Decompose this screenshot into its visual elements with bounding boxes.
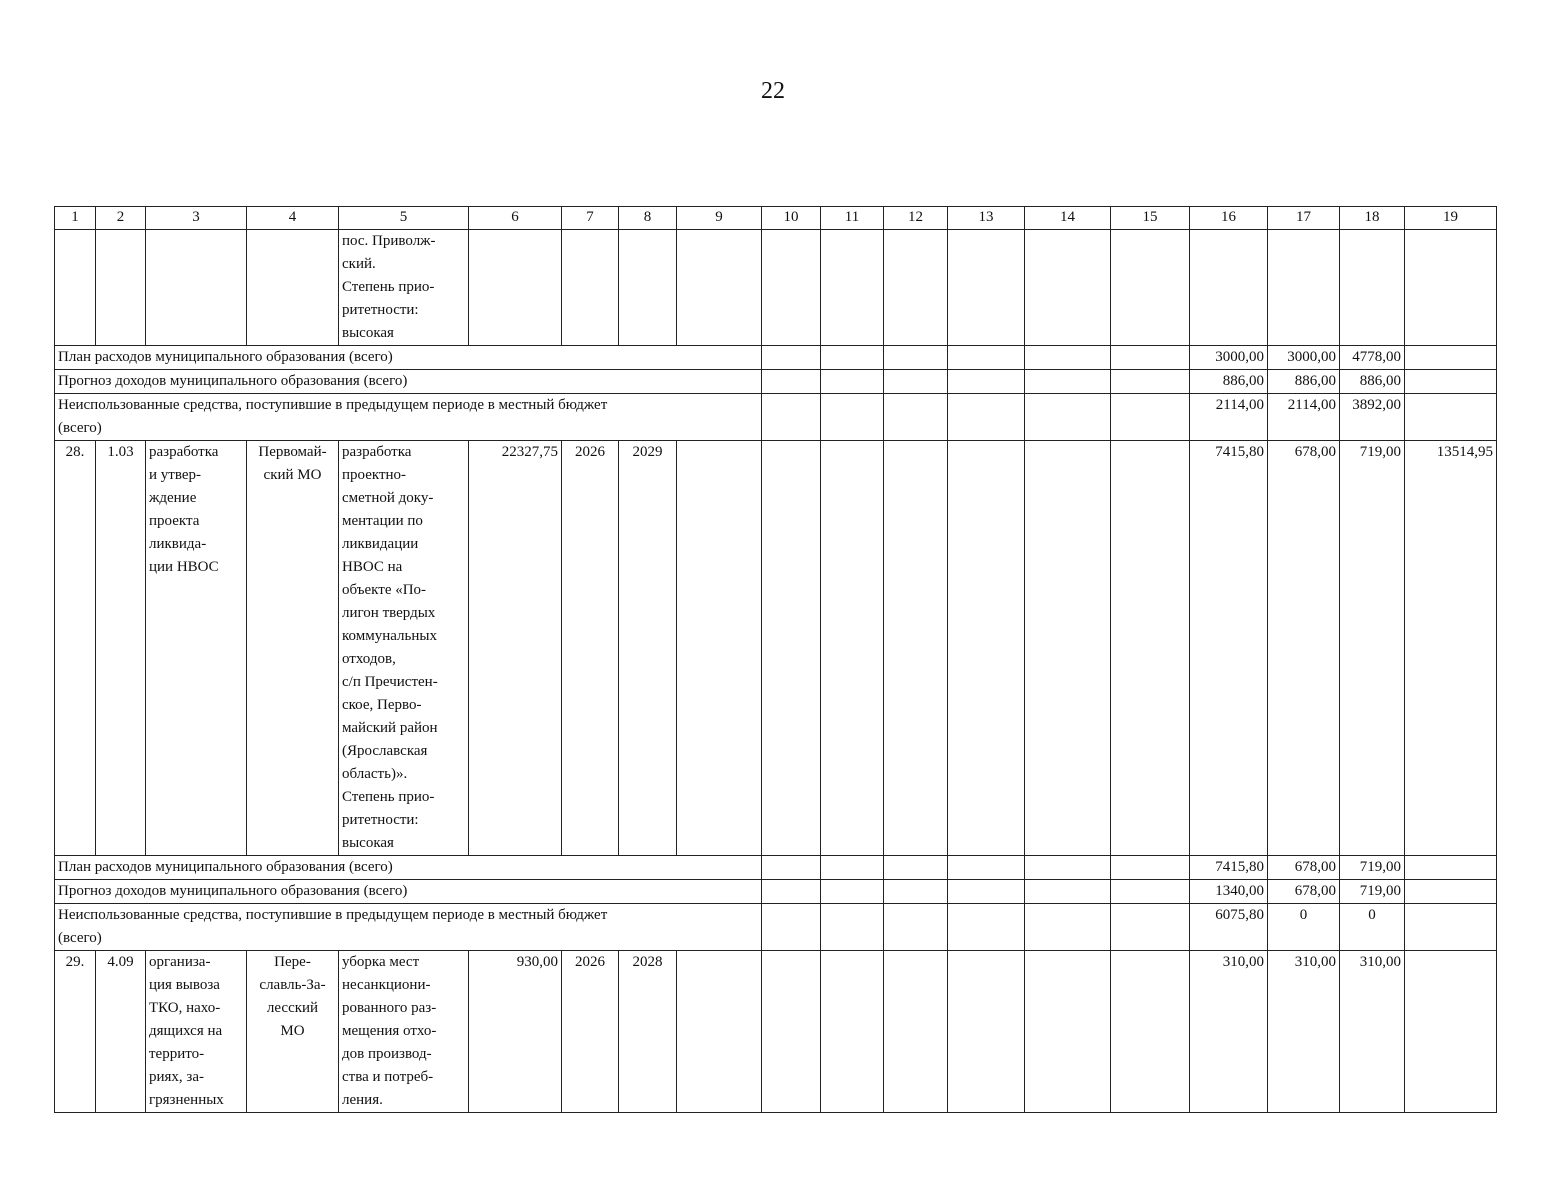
municipality: Первомай- ский МО <box>247 441 339 856</box>
summary-value: 3892,00 <box>1340 394 1405 441</box>
measure-name: разработка и утвер- ждение проекта ликвида- ции НВОС <box>146 441 247 856</box>
col-header: 2 <box>96 207 146 230</box>
summary-row-unused <box>55 904 1497 951</box>
summary-row-plan <box>55 856 1497 880</box>
table-row <box>55 441 1497 856</box>
row-number: 28. <box>55 441 96 856</box>
total-cost: 22327,75 <box>469 441 562 856</box>
description-cell: уборка мест несанкциони- рованного раз- мещения отхо- дов производ- ства и потреб- ления. <box>339 951 469 1113</box>
col-header: 18 <box>1340 207 1405 230</box>
municipality: Пере- славль-За- лесский МО <box>247 951 339 1113</box>
summary-value: 886,00 <box>1340 370 1405 394</box>
page-number: 22 <box>761 78 785 104</box>
col-header: 13 <box>948 207 1025 230</box>
row-code: 4.09 <box>96 951 146 1113</box>
col-header: 3 <box>146 207 247 230</box>
row-number: 29. <box>55 951 96 1113</box>
summary-row-plan <box>55 346 1497 370</box>
value-col16: 7415,80 <box>1190 441 1268 856</box>
summary-row-forecast <box>55 880 1497 904</box>
summary-value: 678,00 <box>1268 880 1340 904</box>
total-cost: 930,00 <box>469 951 562 1113</box>
col-header: 5 <box>339 207 469 230</box>
summary-value: 2114,00 <box>1190 394 1268 441</box>
table-row <box>55 951 1497 1113</box>
summary-row-unused <box>55 394 1497 441</box>
value-col16: 310,00 <box>1190 951 1268 1113</box>
col-header: 16 <box>1190 207 1268 230</box>
summary-value: 3000,00 <box>1268 346 1340 370</box>
value-col19: 13514,95 <box>1405 441 1497 856</box>
summary-label: План расходов муниципального образования (всего) <box>55 346 762 370</box>
col-header: 4 <box>247 207 339 230</box>
summary-value: 0 <box>1268 904 1340 951</box>
summary-value: 7415,80 <box>1190 856 1268 880</box>
continuation-row <box>55 230 1497 346</box>
summary-value: 886,00 <box>1190 370 1268 394</box>
summary-label: Прогноз доходов муниципального образования (всего) <box>55 370 762 394</box>
col-header: 9 <box>677 207 762 230</box>
summary-value: 719,00 <box>1340 856 1405 880</box>
header-row <box>55 207 1497 230</box>
summary-value: 3000,00 <box>1190 346 1268 370</box>
end-year: 2029 <box>619 441 677 856</box>
summary-value: 4778,00 <box>1340 346 1405 370</box>
summary-label: Неиспользованные средства, поступившие в предыдущем периоде в местный бюджет (всего) <box>55 904 762 951</box>
summary-label: Прогноз доходов муниципального образования (всего) <box>55 880 762 904</box>
summary-row-forecast <box>55 370 1497 394</box>
col-header: 6 <box>469 207 562 230</box>
col-header: 17 <box>1268 207 1340 230</box>
start-year: 2026 <box>562 441 619 856</box>
col-header: 12 <box>884 207 948 230</box>
summary-value: 0 <box>1340 904 1405 951</box>
budget-table <box>54 206 1497 1113</box>
summary-label: Неиспользованные средства, поступившие в предыдущем периоде в местный бюджет (всего) <box>55 394 762 441</box>
col-header: 1 <box>55 207 96 230</box>
col-header: 10 <box>762 207 821 230</box>
summary-value: 6075,80 <box>1190 904 1268 951</box>
value-col18: 719,00 <box>1340 441 1405 856</box>
value-col18: 310,00 <box>1340 951 1405 1113</box>
summary-value: 886,00 <box>1268 370 1340 394</box>
value-col17: 678,00 <box>1268 441 1340 856</box>
measure-name: организа- ция вывоза ТКО, нахо- дящихся на террито- риях, за- грязненных <box>146 951 247 1113</box>
col-header: 19 <box>1405 207 1497 230</box>
col-header: 7 <box>562 207 619 230</box>
summary-value: 678,00 <box>1268 856 1340 880</box>
description-cell: разработка проектно- сметной доку- ментации по ликвидации НВОС на объекте «По- лигон твердых коммунальных отходов, с/п Пречистен- ское, Перво- майский район (Ярославская область)». Степень прио- ритетности: высокая <box>339 441 469 856</box>
summary-value: 1340,00 <box>1190 880 1268 904</box>
row-code: 1.03 <box>96 441 146 856</box>
value-col17: 310,00 <box>1268 951 1340 1113</box>
col-header: 15 <box>1111 207 1190 230</box>
description-cell: пос. Приволж- ский. Степень прио- ритетности: высокая <box>339 230 469 346</box>
summary-label: План расходов муниципального образования (всего) <box>55 856 762 880</box>
summary-value: 719,00 <box>1340 880 1405 904</box>
col-header: 8 <box>619 207 677 230</box>
col-header: 14 <box>1025 207 1111 230</box>
col-header: 11 <box>821 207 884 230</box>
end-year: 2028 <box>619 951 677 1113</box>
start-year: 2026 <box>562 951 619 1113</box>
summary-value: 2114,00 <box>1268 394 1340 441</box>
